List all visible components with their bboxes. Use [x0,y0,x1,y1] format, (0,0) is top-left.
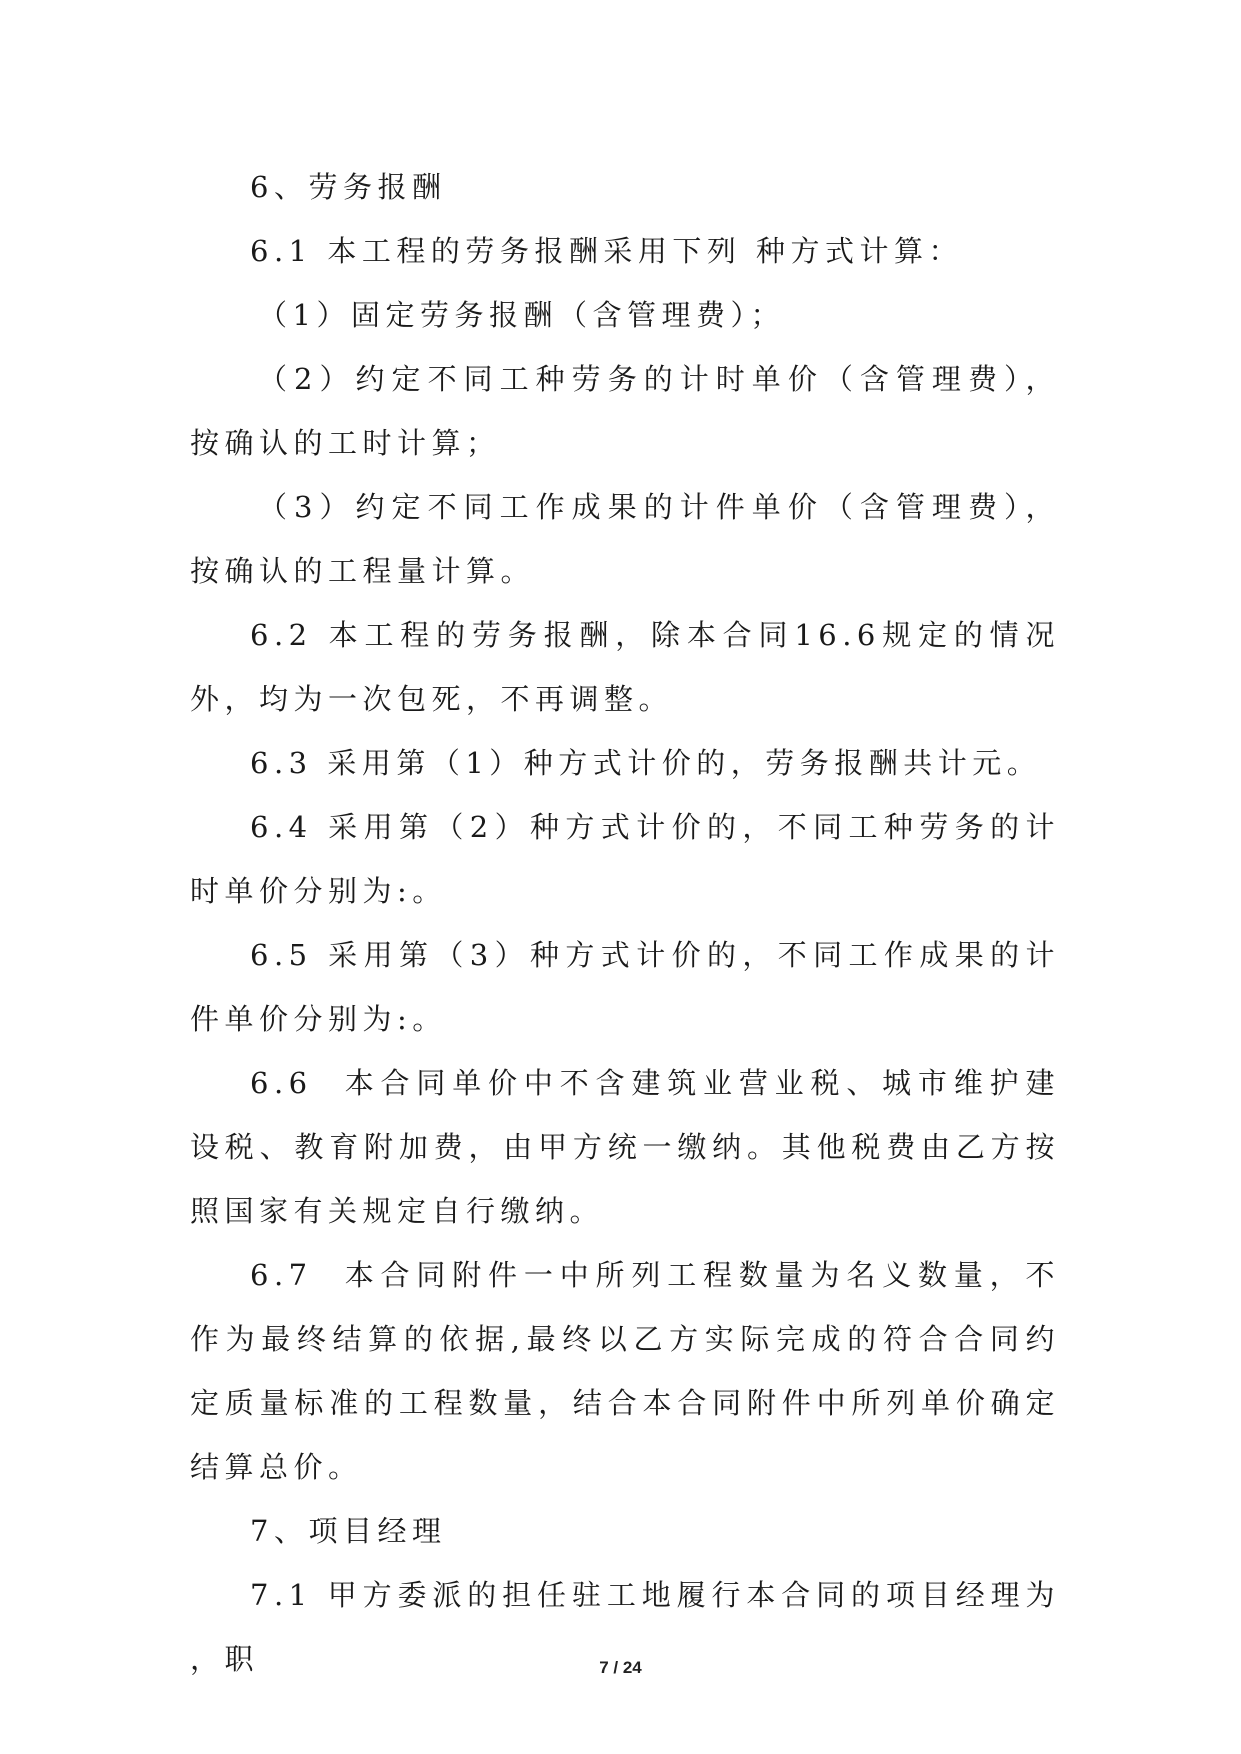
document-body [190,155,1075,1691]
clause-6-2: 6.2 本工程的劳务报酬，除本合同16.6规定的情况外，均为一次包死，不再调整。 [190,618,1060,716]
page-number: 7 / 24 [599,1658,642,1677]
clause-7-1: 7.1 甲方委派的担任驻工地履行本合同的项目经理为 ，职 [190,1578,1075,1676]
clause-6-5: 6.5 采用第（3）种方式计价的，不同工作成果的计件单价分别为:。 [190,938,1060,1036]
clause-6-7: 6.7 本合同附件一中所列工程数量为名义数量，不作为最终结算的依据,最终以乙方实际完成的符合合同约定质量标准的工程数量，结合本合同附件中所列单价确定结算总价。 [190,1258,1060,1484]
section-heading-7: 7、项目经理 [250,1514,447,1548]
option-2: （2）约定不同工种劳务的计时单价（含管理费），按确认的工时计算； [190,362,1060,460]
option-3: （3）约定不同工作成果的计件单价（含管理费），按确认的工程量计算。 [190,490,1060,588]
clause-6-1: 6.1 本工程的劳务报酬采用下列 种方式计算： [250,234,964,268]
option-1: （1）固定劳务报酬（含管理费）； [258,298,785,332]
section-heading-6: 6、劳务报酬 [250,170,447,204]
clause-6-3: 6.3 采用第（1）种方式计价的，劳务报酬共计元。 [250,746,1042,780]
clause-6-4: 6.4 采用第（2）种方式计价的，不同工种劳务的计时单价分别为:。 [190,810,1060,908]
clause-6-6: 6.6 本合同单价中不含建筑业营业税、城市维护建设税、教育附加费，由甲方统一缴纳。其他税费由乙方按照国家有关规定自行缴纳。 [190,1066,1060,1228]
